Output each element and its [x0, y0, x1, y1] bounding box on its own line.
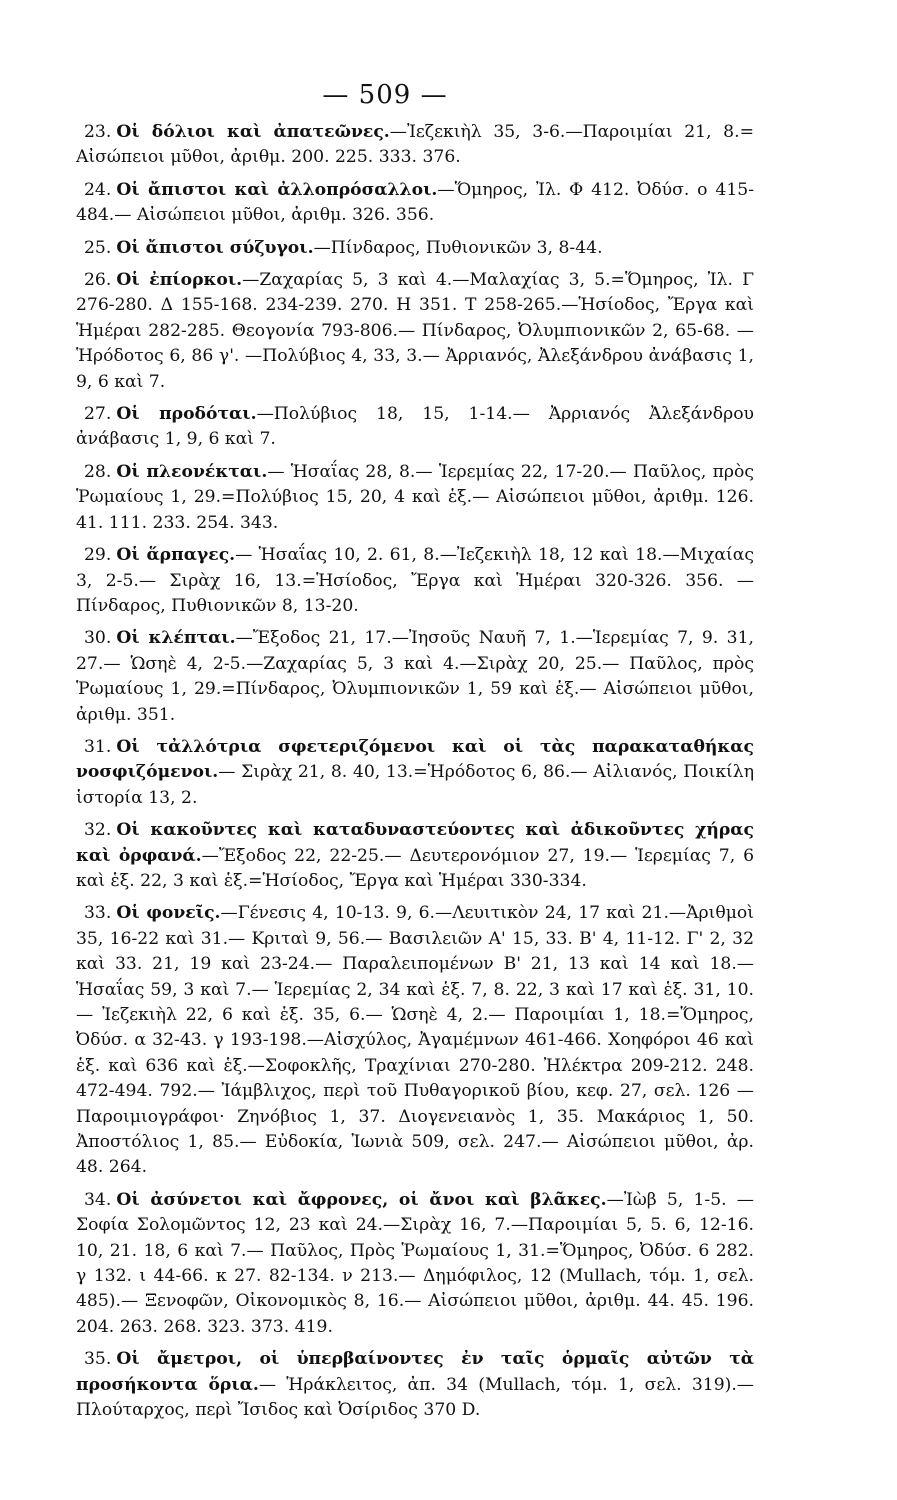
- entry-number: 25.: [84, 237, 112, 258]
- entry-number: 28.: [84, 461, 112, 482]
- entry-number: 30.: [84, 628, 112, 649]
- entry-title: Οἱ τἀλλότρια σφετεριζόμενοι καὶ οἱ τὰς παρακαταθήκας νοσφιζόμενοι.: [76, 736, 754, 783]
- entry-references: — Ἡράκλειτος, ἀπ. 34 (Mullach, τόμ. 1, σελ. 319).— Πλούταρχος, περὶ Ἴσιδος καὶ Ὀσίριδος 370 D.: [76, 1374, 754, 1421]
- entry-number: 26.: [84, 270, 112, 291]
- entry-number: 31.: [84, 736, 112, 757]
- entry-24: [76, 178, 754, 229]
- entry-title: Οἱ ἀσύνετοι καὶ ἄφρονες, οἱ ἄνοι καὶ βλᾶκες.: [116, 1189, 607, 1210]
- entry-28: [76, 460, 754, 536]
- entry-title: Οἱ δόλιοι καὶ ἀπατεῶνες.: [116, 122, 390, 142]
- entry-33: [76, 901, 754, 1180]
- entry-references: —Ζαχαρίας 5, 3 καὶ 4.—Μαλαχίας 3, 5.=Ὅμηρος, Ἰλ. Γ 276-280. Δ 155-168. 234-239. 270. Η 351. Τ 258-265.—Ἡσίοδος, Ἔργα καὶ Ἡμέραι 282-285. Θεογονία 793-806.— Πίνδαρος, Ὀλυμπιονικῶν 2, 65-68. —Ἡρόδοτος 6, 86 γ'. —Πολύβιος 4, 33, 3.— Ἀρριανός, Ἀλεξάνδρου ἀνάβασις 1, 9, 6 καὶ 7.: [76, 270, 754, 392]
- entry-number: 33.: [84, 903, 112, 924]
- entry-references: —Γένεσις 4, 10-13. 9, 6.—Λευιτικὸν 24, 17 καὶ 21.—Ἀριθμοὶ 35, 16-22 καὶ 31.— Κριταὶ 9, 56.— Βασιλειῶν Α' 15, 33. Β' 4, 11-12. Γ' 2, 32 καὶ 33. 21, 19 καὶ 23-24.— Παραλειπομένων Β' 21, 13 καὶ 14 καὶ 18.— Ἡσαΐας 59, 3 καὶ 7.— Ἱερεμίας 2, 34 καὶ ἑξ. 7, 8. 22, 3 καὶ 17 καὶ ἑξ. 31, 10. — Ἰεζεκιὴλ 22, 6 καὶ ἑξ. 35, 6.— Ὡσηὲ 4, 2.— Παροιμίαι 1, 18.=Ὅμηρος, Ὀδύσ. α 32-43. γ 193-198.—Αἰσχύλος, Ἀγαμέμνων 461-466. Χοηφόροι 46 καὶ ἑξ. καὶ 636 καὶ ἑξ.—Σοφοκλῆς, Τραχίνιαι 270-280. Ἠλέκτρα 209-212. 248. 472-494. 792.— Ἰάμβλιχος, περὶ τοῦ Πυθαγορικοῦ βίου, κεφ. 27, σελ. 126 — Παροιμιογράφοι· Ζηνόβιος 1, 37. Διογενειανὸς 1, 35. Μακάριος 1, 50. Ἀποστόλιος 1, 85.— Εὐδοκία, Ἰωνιὰ 509, σελ. 247.— Αἰσώπειοι μῦθοι, ἀρ. 48. 264.: [76, 903, 754, 1178]
- entry-title: Οἱ ἅρπαγες.: [116, 545, 236, 566]
- entry-number: 27.: [84, 404, 112, 425]
- entry-references: —Ὅμηρος, Ἰλ. Φ 412. Ὀδύσ. ο 415-484.— Αἰσώπειοι μῦθοι, ἀριθμ. 326. 356.: [76, 179, 754, 226]
- entry-title: Οἱ ἄπιστοι καὶ ἀλλοπρόσαλλοι.: [116, 179, 438, 200]
- entry-number: 35.: [84, 1349, 112, 1370]
- entry-references: —Πίνδαρος, Πυθιονικῶν 3, 8-44.: [313, 237, 603, 258]
- entry-title: Οἱ ἐπίορκοι.: [116, 270, 243, 291]
- entry-references: —Ἰὼβ 5, 1-5. —Σοφία Σολομῶντος 12, 23 καὶ 24.—Σιρὰχ 16, 7.—Παροιμίαι 5, 5. 6, 12-16. 10, 21. 18, 6 καὶ 7.— Παῦλος, Πρὸς Ῥωμαίους 1, 31.=Ὅμηρος, Ὀδύσ. 6 282. γ 132. ι 44-66. κ 27. 82-134. ν 213.— Δημόφιλος, 12 (Mullach, τόμ. 1, σελ. 485).— Ξενοφῶν, Οἰκονομικὸς 8, 16.— Αἰσώπειοι μῦθοι, ἀριθμ. 44. 45. 196. 204. 263. 268. 323. 373. 419.: [76, 1189, 754, 1337]
- page-number: — 509 —: [322, 80, 448, 110]
- entry-references: —Ἔξοδος 21, 17.—Ἰησοῦς Ναυῆ 7, 1.—Ἱερεμίας 7, 9. 31, 27.— Ὡσηὲ 4, 2-5.—Ζαχαρίας 5, 3 καὶ 4.—Σιρὰχ 20, 25.— Παῦλος, πρὸς Ῥωμαίους 1, 29.=Πίνδαρος, Ὀλυμπιονικῶν 1, 59 καὶ ἑξ.— Αἰσώπειοι μῦθοι, ἀριθμ. 351.: [76, 628, 755, 725]
- entry-title: Οἱ φονεῖς.: [116, 903, 221, 924]
- entry-references: — Σιρὰχ 21, 8. 40, 13.=Ἡρόδοτος 6, 86.— Αἰλιανός, Ποικίλη ἱστορία 13, 2.: [76, 762, 754, 808]
- entry-34: [76, 1188, 754, 1340]
- entry-title: Οἱ προδόται.: [116, 404, 257, 425]
- entry-35: [76, 1347, 754, 1423]
- entry-32: [76, 818, 754, 894]
- entry-list: [76, 120, 754, 1431]
- entry-number: 32.: [84, 820, 112, 841]
- entry-30: [76, 626, 754, 728]
- entry-title: Οἱ ἄπιστοι σύζυγοι.: [116, 237, 314, 258]
- entry-references: — Ἡσαΐας 28, 8.— Ἱερεμίας 22, 17-20.— Παῦλος, πρὸς Ῥωμαίους 1, 29.=Πολύβιος 15, 20, 4 καὶ ἑξ.— Αἰσώπειοι μῦθοι, ἀριθμ. 126. 41. 111. 233. 254. 343.: [76, 461, 754, 533]
- entry-23: [76, 120, 754, 171]
- entry-31: [76, 735, 754, 811]
- entry-title: Οἱ κλέπται.: [116, 628, 236, 649]
- entry-number: 29.: [84, 545, 112, 566]
- entry-title: Οἱ πλεονέκται.: [116, 461, 268, 482]
- entry-29: [76, 543, 754, 619]
- entry-number: 23.: [84, 122, 112, 142]
- entry-title: Οἱ ἄμετροι, οἱ ὑπερβαίνοντες ἐν ταῖς ὁρμαῖς αὐτῶν τὰ προσήκοντα ὅρια.: [76, 1349, 754, 1395]
- entry-number: 24.: [84, 179, 112, 200]
- entry-references: —Ἔξοδος 22, 22-25.— Δευτερονόμιον 27, 19.— Ἱερεμίας 7, 6 καὶ ἑξ. 22, 3 καὶ ἑξ.=Ἡσίοδος, Ἔργα καὶ Ἡμέραι 330-334.: [76, 845, 755, 891]
- entry-title: Οἱ κακοῦντες καὶ καταδυναστεύοντες καὶ ἀδικοῦντες χήρας καὶ ὀρφανά.: [76, 820, 754, 866]
- entry-27: [76, 402, 754, 453]
- entry-references: —Ἰεζεκιὴλ 35, 3-6.—Παροιμίαι 21, 8.= Αἰσώπειοι μῦθοι, ἀριθμ. 200. 225. 333. 376.: [76, 122, 754, 168]
- entry-number: 34.: [84, 1189, 112, 1210]
- entry-references: — Ἡσαΐας 10, 2. 61, 8.—Ἰεζεκιὴλ 18, 12 καὶ 18.—Μιχαίας 3, 2-5.— Σιρὰχ 16, 13.=Ἡσίοδος, Ἔργα καὶ Ἡμέραι 320-326. 356. —Πίνδαρος, Πυθιονικῶν 8, 13-20.: [76, 545, 754, 616]
- entry-references: —Πολύβιος 18, 15, 1-14.— Ἀρριανός Ἀλεξάνδρου ἀνάβασις 1, 9, 6 καὶ 7.: [76, 404, 754, 450]
- entry-25: [76, 236, 754, 261]
- entry-26: [76, 268, 754, 395]
